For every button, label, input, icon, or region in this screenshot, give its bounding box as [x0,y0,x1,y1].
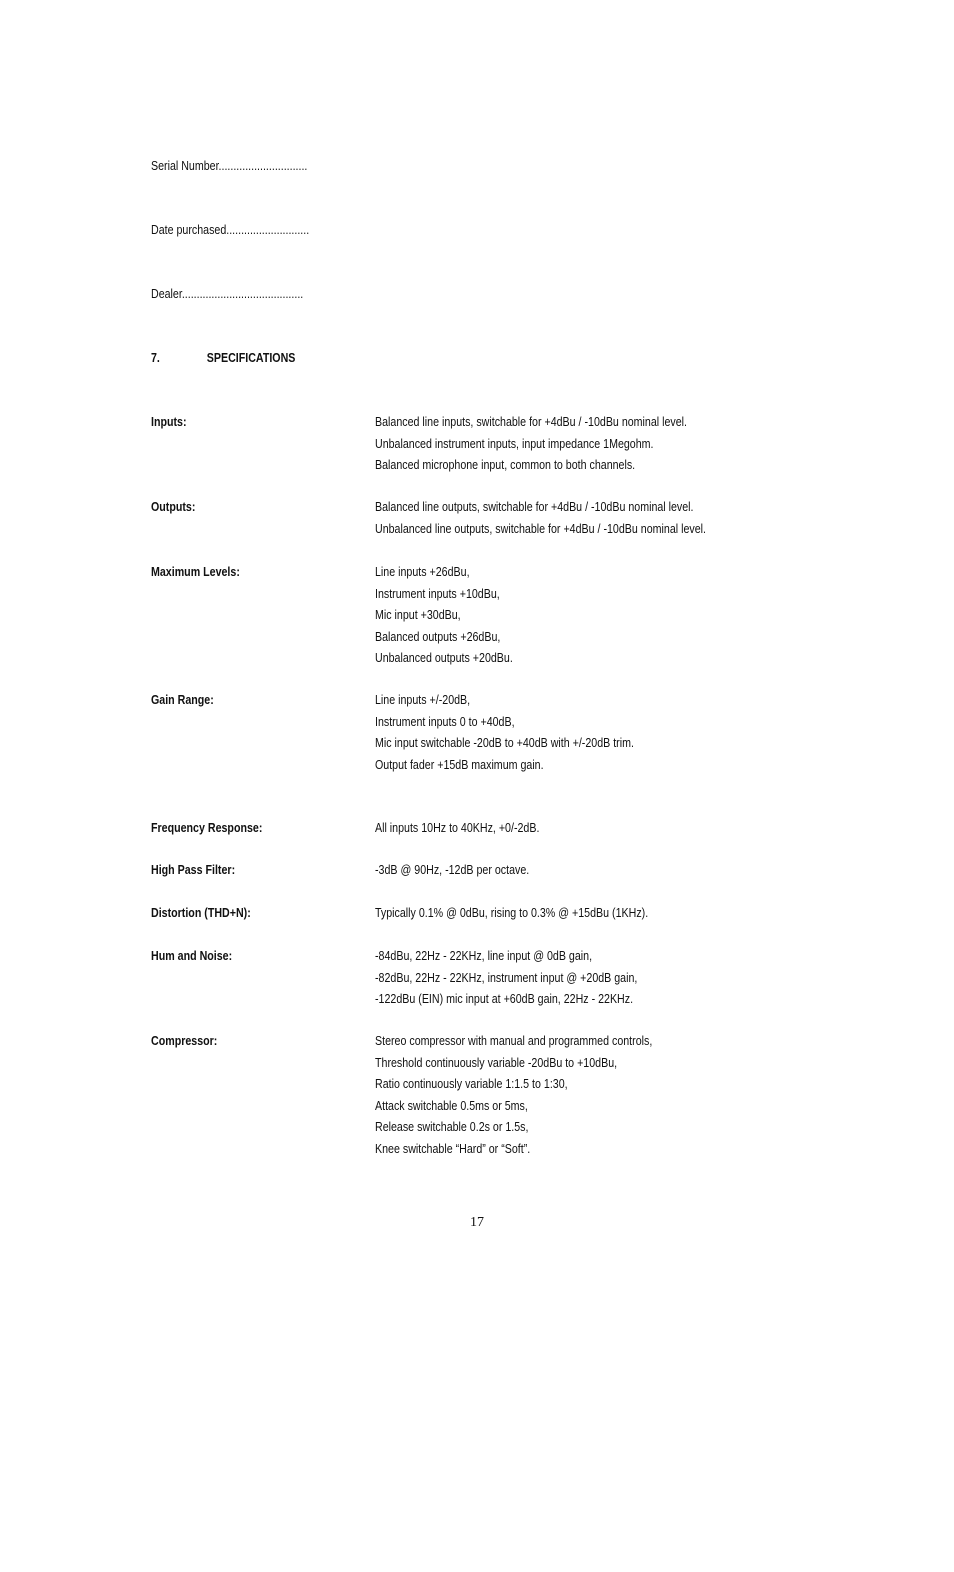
spec-line: Unbalanced outputs +20dBu. [375,650,513,665]
spec-line: Typically 0.1% @ 0dBu, rising to 0.3% @ +15dBu (1KHz). [375,905,649,920]
spec-label: Gain Range: [151,692,214,707]
dealer-field: Dealer......................................... [151,286,304,301]
spec-label: Inputs: [151,414,187,429]
spec-line: Instrument inputs +10dBu, [375,585,500,601]
spec-line: Line inputs +26dBu, [375,564,470,579]
spec-line: Balanced line inputs, switchable for +4dBu / -10dBu nominal level. [375,414,687,429]
spec-line: Unbalanced line outputs, switchable for +4dBu / -10dBu nominal level. [375,520,706,536]
spec-line: Attack switchable 0.5ms or 5ms, [375,1097,528,1113]
spec-line: Knee switchable “Hard” or “Soft”. [375,1140,531,1156]
spec-line: -84dBu, 22Hz - 22KHz, line input @ 0dB gain, [375,948,593,963]
spec-line: Output fader +15dB maximum gain. [375,756,544,772]
spec-line: Unbalanced instrument inputs, input impedance 1Megohm. [375,435,654,451]
spec-line: Line inputs +/-20dB, [375,692,471,707]
spec-values [375,561,513,669]
spec-label: High Pass Filter: [151,862,236,877]
section-number: 7. [151,350,160,365]
spec-line: Instrument inputs 0 to +40dB, [375,713,515,729]
spec-line: Ratio continuously variable 1:1.5 to 1:30, [375,1076,568,1091]
spec-values [375,411,687,476]
spec-line: Stereo compressor with manual and programmed controls, [375,1033,653,1048]
spec-line: -122dBu (EIN) mic input at +60dB gain, 22Hz - 22KHz. [375,991,634,1006]
spec-line: -82dBu, 22Hz - 22KHz, instrument input @ +20dB gain, [375,969,638,985]
spec-line: Threshold continuously variable -20dBu to +10dBu, [375,1054,618,1070]
section-title: SPECIFICATIONS [206,350,296,365]
spec-label: Distortion (THD+N): [151,905,251,920]
page-number: 17 [470,1215,484,1230]
spec-values [375,945,637,1010]
spec-values [375,902,648,924]
spec-label: Frequency Response: [151,820,263,835]
serial-number-field: Serial Number.............................. [151,158,308,173]
spec-values [375,859,529,881]
spec-line: Balanced line outputs, switchable for +4dBu / -10dBu nominal level. [375,499,694,514]
spec-line: -3dB @ 90Hz, -12dB per octave. [375,862,530,877]
spec-line: Release switchable 0.2s or 1.5s, [375,1119,529,1134]
date-purchased-field: Date purchased............................ [151,222,310,237]
spec-values [375,817,539,839]
spec-line: Mic input switchable -20dB to +40dB with +/-20dB trim. [375,735,634,750]
spec-label: Outputs: [151,499,196,514]
spec-line: All inputs 10Hz to 40KHz, +0/-2dB. [375,820,540,835]
spec-line: Balanced microphone input, common to both channels. [375,457,636,472]
spec-label: Compressor: [151,1033,218,1048]
spec-values [375,496,706,539]
section-heading [151,350,295,365]
spec-values [375,1030,652,1159]
spec-line: Mic input +30dBu, [375,607,461,622]
spec-line: Balanced outputs +26dBu, [375,628,501,644]
spec-label: Maximum Levels: [151,564,240,579]
spec-values [375,689,634,775]
spec-label: Hum and Noise: [151,948,233,963]
